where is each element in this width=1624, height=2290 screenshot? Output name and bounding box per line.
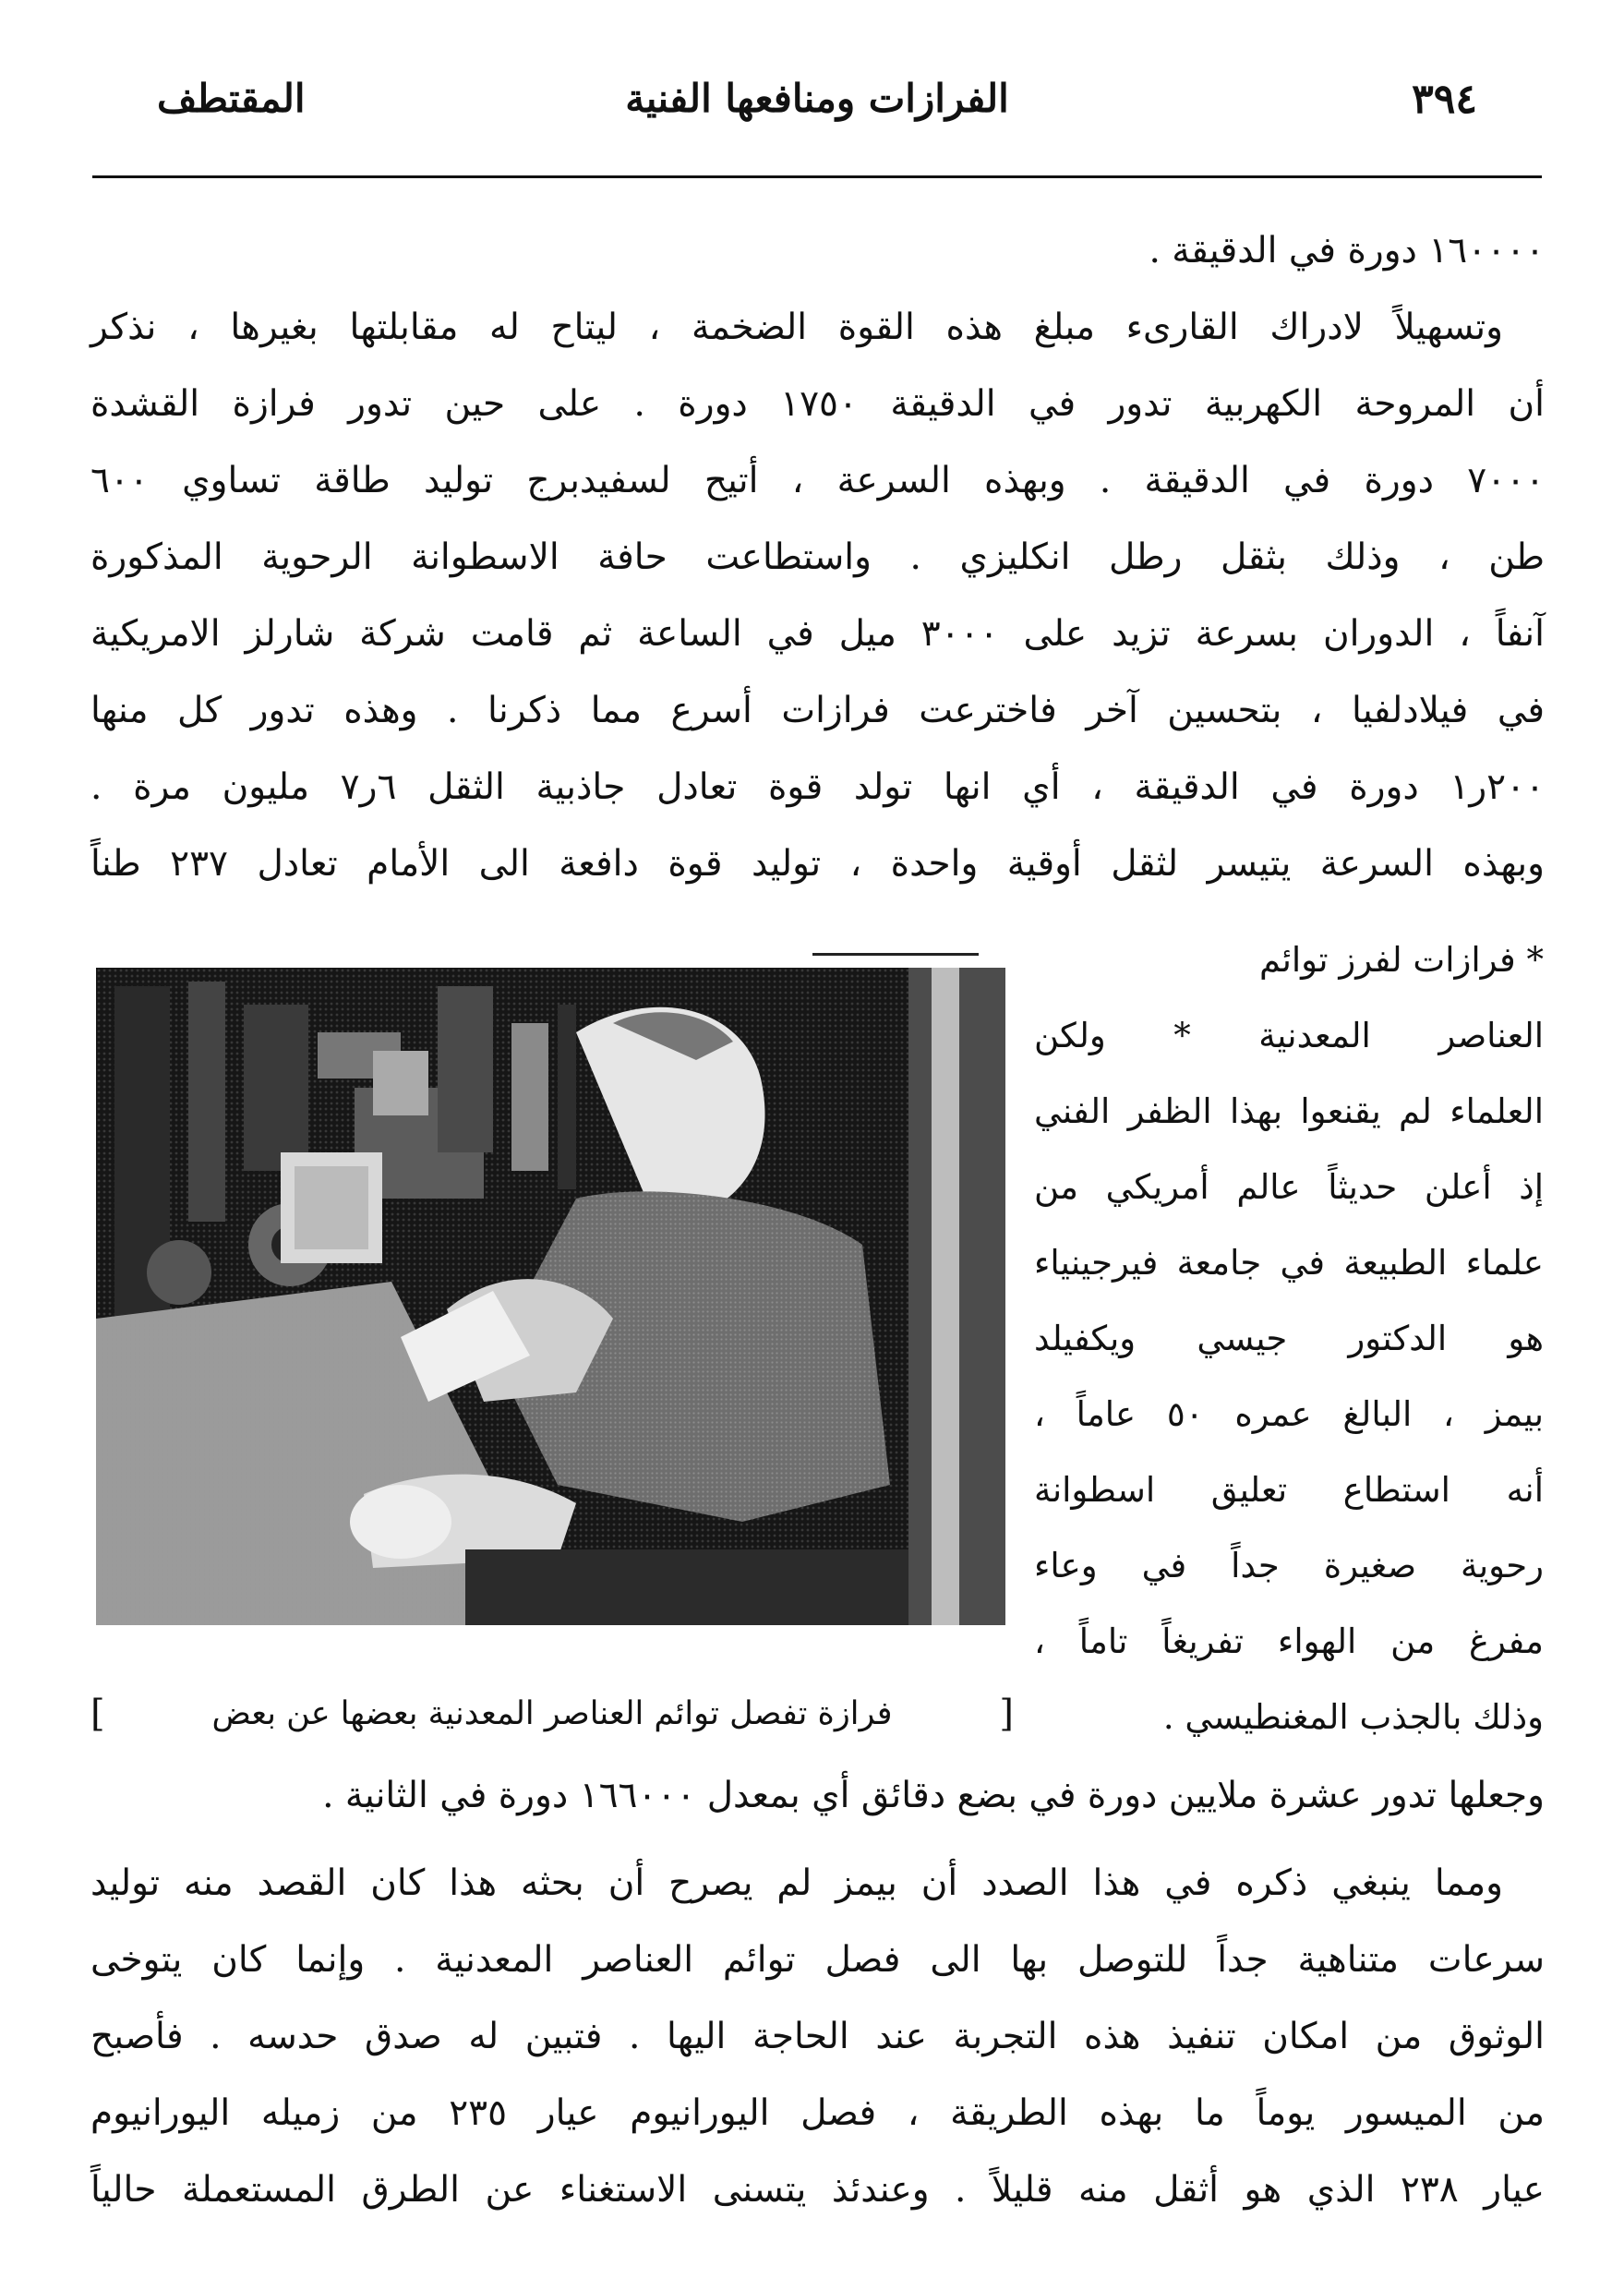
header-rule (92, 175, 1542, 178)
caption-open-bracket: [ (999, 1693, 1014, 1735)
centrifuge-operator-image (96, 968, 1005, 1625)
caption-close-bracket: ] (90, 1693, 105, 1735)
body-line: سرعات متناهية جداً للتوصل بها الى فصل توائم العناصر المعدنية . وإنما كان يتوخى (90, 1939, 1545, 1981)
running-head (157, 76, 1477, 140)
body-line: وبهذه السرعة يتيسر لثقل أوقية واحدة ، توليد قوة دافعة الى الأمام تعادل ٢٣٧ طناً (90, 843, 1545, 885)
side-line: هو الدكتور جيسي ويكفيلد (1034, 1319, 1544, 1358)
body-line: في فيلادلفيا ، بتحسين آخر فاخترعت فرازات أسرع مما ذكرنا . وهذه تدور كل منها (90, 690, 1545, 731)
body-line: ١٦٠٠٠٠ دورة في الدقيقة . (1149, 230, 1545, 271)
body-line: الوثوق من امكان تنفيذ هذه التجربة عند الحاجة اليها . فتبين له صدق حدسه . فأصبح (90, 2016, 1545, 2057)
halftone-photo (96, 968, 1005, 1625)
body-line: طن ، وذلك بثقل رطل انكليزي . واستطاعت حافة الاسطوانة الرحوية المذكورة (90, 536, 1545, 578)
side-line: رحوية صغيرة جداً في وعاء (1034, 1546, 1544, 1585)
body-line: عيار ٢٣٨ الذي هو أثقل منه قليلاً . وعندئذ يتسنى الاستغناء عن الطرق المستعملة حالياً (90, 2169, 1545, 2211)
photo-caption (90, 1681, 1014, 1747)
side-line: إذ أعلن حديثاً عالم أمريكي من (1034, 1167, 1544, 1207)
body-line: ٢٠٠ر١ دورة في الدقيقة ، أي انها تولد قوة تعادل جاذبية الثقل ٦ر٧ مليون مرة . (90, 766, 1545, 808)
body-line: أن المروحة الكهربية تدور في الدقيقة ١٧٥٠ دورة . على حين تدور فرازة القشدة (90, 383, 1545, 425)
body-line: ٧٠٠٠ دورة في الدقيقة . وبهذه السرعة ، أتيح لسفيدبرج توليد طاقة تساوي ٦٠٠ (90, 460, 1545, 501)
photo-top-rule (812, 953, 979, 956)
caption-text: فرازة تفصل توائم العناصر المعدنية بعضها عن بعض (211, 1695, 893, 1732)
side-line: العلماء لم يقنعوا بهذا الظفر الفني (1034, 1091, 1544, 1131)
body-line: وجعلها تدور عشرة ملايين دورة في بضع دقائق أي بمعدل ١٦٦٠٠٠ دورة في الثانية . (322, 1775, 1545, 1816)
side-line: أنه استطاع تعليق اسطوانة (1034, 1470, 1544, 1510)
side-line: علماء الطبيعة في جامعة فيرجينياء (1034, 1243, 1544, 1283)
journal-name: المقتطف (157, 76, 306, 121)
side-line: * فرازات لفرز توائم (1258, 940, 1544, 980)
side-line: العناصر المعدنية * ولكن (1034, 1016, 1544, 1055)
article-title: الفرازات ومنافعها الفنية (625, 76, 1009, 121)
side-line: بيمز ، البالغ عمره ٥٠ عاماً ، (1034, 1394, 1544, 1434)
body-line: من الميسور يوماً ما بهذه الطريقة ، فصل اليورانيوم عيار ٢٣٥ من زميله اليورانيوم (90, 2092, 1545, 2134)
body-line: آنفاً ، الدوران بسرعة تزيد على ٣٠٠٠ ميل في الساعة ثم قامت شركة شارلز الامريكية (90, 613, 1545, 655)
body-line: ومما ينبغي ذكره في هذا الصدد أن بيمز لم يصرح أن بحثه هذا كان القصد منه توليد (90, 1862, 1503, 1904)
page-number: ٣٩٤ (1412, 76, 1477, 123)
body-line: وتسهيلاً لادراك القارىء مبلغ هذه القوة الضخمة ، ليتاح له مقابلتها بغيرها ، نذكر (90, 307, 1503, 348)
side-line: مفرغ من الهواء تفريغاً تاماً ، (1034, 1621, 1544, 1661)
side-line: وذلك بالجذب المغنطيسي . (1162, 1697, 1544, 1737)
